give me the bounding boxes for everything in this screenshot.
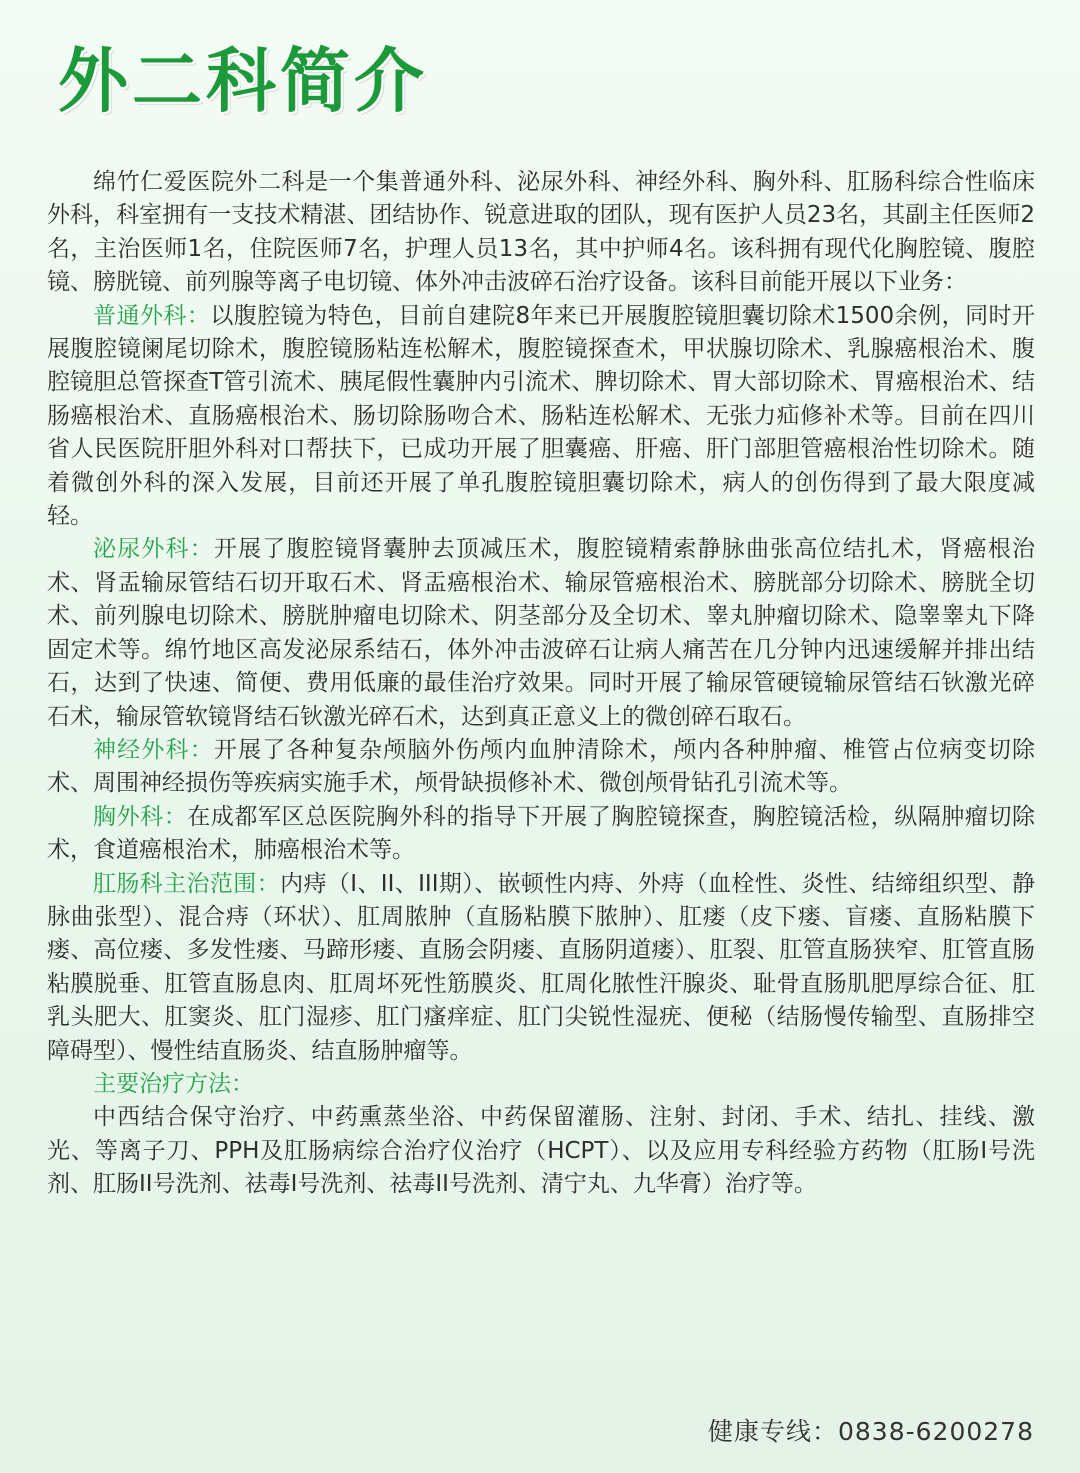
- section-anorectal: [47, 868, 1035, 1068]
- methods-label: 主要治疗方法：: [93, 1070, 254, 1097]
- section-text: 以腹腔镜为特色，目前自建院8年来已开展腹腔镜胆囊切除术1500余例，同时开展腹腔镜阑尾切除术，腹腔镜肠粘连松解术，腹腔镜探查术，甲状腺切除术、乳腺癌根治术、腹腔镜胆总管探查T管引流术、胰尾假性囊肿内引流术、脾切除术、胃大部切除术、胃癌根治术、结肠癌根治术、直肠癌根治术、肠切除肠吻合术、肠粘连松解术、无张力疝修补术等。目前在四川省人民医院肝胆外科对口帮扶下，已成功开展了胆囊癌、肝癌、肝门部胆管癌根治性切除术。随着微创外科的深入发展，目前还开展了单孔腹腔镜胆囊切除术，病人的创伤得到了最大限度减轻。: [47, 302, 1036, 530]
- section-thoracic-surgery: [47, 801, 1035, 868]
- methods-heading: [47, 1068, 1035, 1101]
- section-text: 在成都军区总医院胸外科的指导下开展了胸腔镜探查，胸腔镜活检，纵隔肿瘤切除术，食道癌根治术，肺癌根治术等。: [47, 803, 1036, 864]
- section-label: 胸外科：: [93, 803, 188, 830]
- page-title: 外二科简介: [58, 40, 428, 122]
- section-general-surgery: [47, 300, 1035, 534]
- section-text: 开展了各种复杂颅脑外伤颅内血肿清除术，颅内各种肿瘤、椎管占位病变切除术、周围神经损伤等疾病实施手术，颅骨缺损修补术、微创颅骨钻孔引流术等。: [47, 736, 1036, 797]
- section-label: 泌尿外科：: [93, 536, 214, 563]
- section-label: 肛肠科主治范围：: [93, 870, 281, 897]
- section-urology: [47, 533, 1035, 733]
- section-text: 内痔（I、II、III期）、嵌顿性内痔、外痔（血栓性、炎性、结缔组织型、静脉曲张型）、混合痔（环状）、肛周脓肿（直肠粘膜下脓肿）、肛瘘（皮下瘘、盲瘘、直肠粘膜下瘘、高位瘘、多发性瘘、马蹄形瘘、直肠会阴瘘、直肠阴道瘘）、肛裂、肛管直肠狭窄、肛管直肠粘膜脱垂、肛管直肠息肉、肛周坏死性筋膜炎、肛周化脓性汗腺炎、耻骨直肠肌肥厚综合征、肛乳头肥大、肛窦炎、肛门湿疹、肛门瘙痒症、肛门尖锐性湿疣、便秘（结肠慢传输型、直肠排空障碍型）、慢性结直肠炎、结直肠肿瘤等。: [47, 870, 1036, 1064]
- section-neurosurgery: [47, 734, 1035, 801]
- section-label: 普通外科：: [93, 302, 211, 329]
- intro-paragraph: 绵竹仁爱医院外二科是一个集普通外科、泌尿外科、神经外科、胸外科、肛肠科综合性临床外科，科室拥有一支技术精湛、团结协作、锐意进取的团队，现有医护人员23名，其副主任医师2名，主治医师1名，住院医师7名，护理人员13名，其中护师4名。该科拥有现代化胸腔镜、腹腔镜、膀胱镜、前列腺等离子电切镜、体外冲击波碎石治疗设备。该科目前能开展以下业务：: [47, 169, 1035, 296]
- methods-text: 中西结合保守治疗、中药熏蒸坐浴、中药保留灌肠、注射、封闭、手术、结扎、挂线、激光、等离子刀、PPH及肛肠病综合治疗仪治疗（HCPT）、以及应用专科经验方药物（肛肠I号洗剂、肛肠II号洗剂、祛毒I号洗剂、祛毒II号洗剂、清宁丸、九华膏）治疗等。: [47, 1104, 1035, 1198]
- health-hotline: 健康专线：0838-6200278: [708, 1417, 1034, 1446]
- section-label: 神经外科：: [93, 736, 214, 763]
- section-text: 开展了腹腔镜肾囊肿去顶减压术，腹腔镜精索静脉曲张高位结扎术，肾癌根治术、肾盂输尿管结石切开取石术、肾盂癌根治术、输尿管癌根治术、膀胱部分切除术、膀胱全切术、前列腺电切除术、膀胱肿瘤电切除术、阴茎部分及全切术、睾丸肿瘤切除术、隐睾睾丸下降固定术等。绵竹地区高发泌尿系结石，体外冲击波碎石让病人痛苦在几分钟内迅速缓解并排出结石，达到了快速、简便、费用低廉的最佳治疗效果。同时开展了输尿管硬镜输尿管结石钬激光碎石术，输尿管软镜肾结石钬激光碎石术，达到真正意义上的微创碎石取石。: [47, 536, 1036, 730]
- article-body: [47, 166, 1035, 1202]
